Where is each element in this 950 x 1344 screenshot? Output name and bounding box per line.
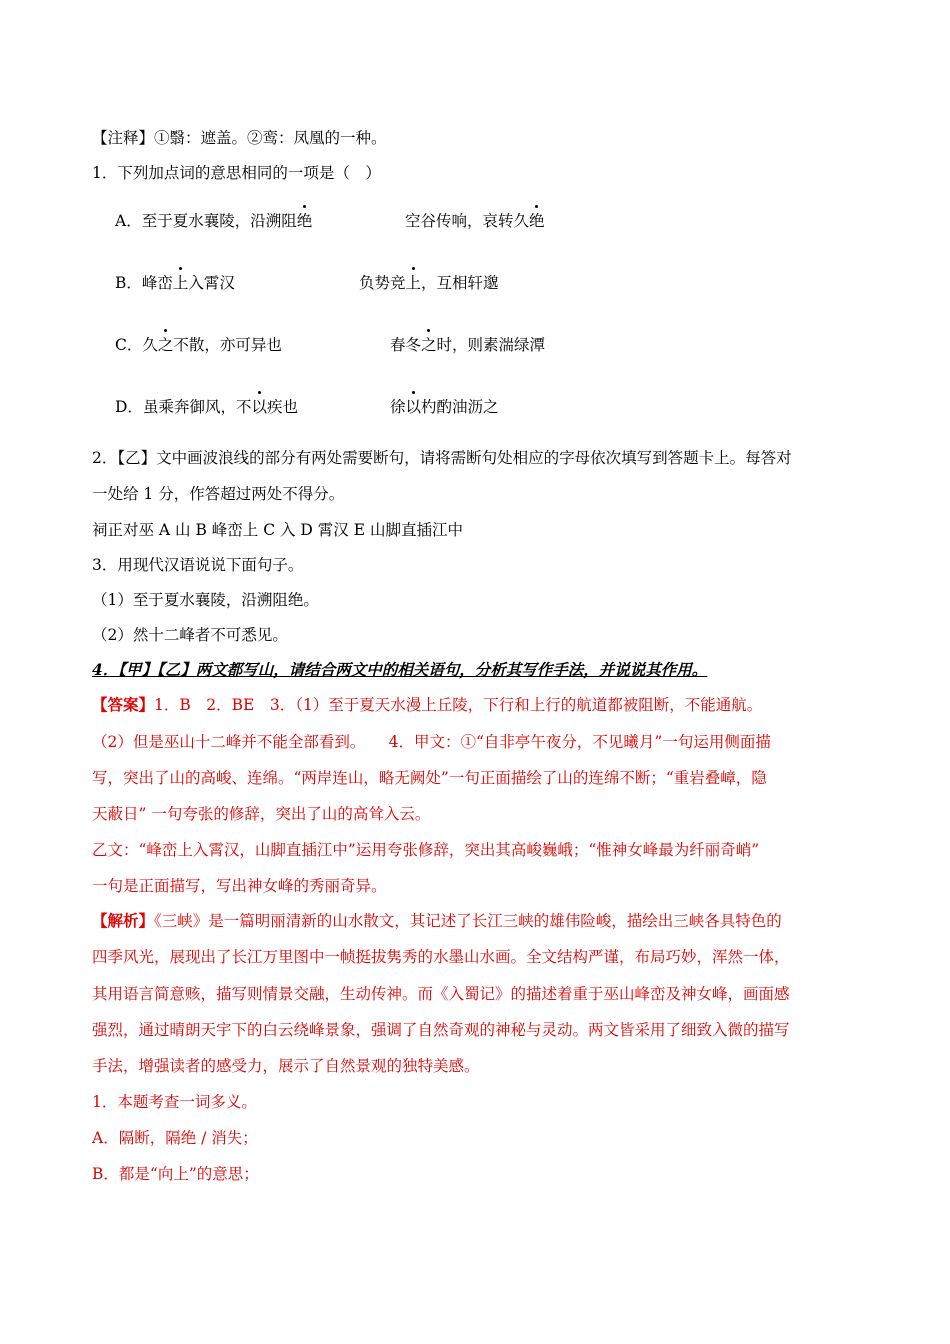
option-text: 至于夏水襄陵，沿溯阻 <box>141 212 297 230</box>
answer-line-3: 写，突出了山的高峻、连绵。“两岸连山，略无阙处”一句正面描绘了山的连绵不断；“重岩叠嶂，隐 <box>92 769 767 787</box>
option-c-left <box>115 335 282 355</box>
analysis-line-3: 其用语言简意赅，描写则情景交融，生动传神。而《入蜀记》的描述着重于巫山峰峦及神女峰，画面感 <box>92 985 790 1003</box>
question-3-stem: 3．用现代汉语说说下面句子。 <box>92 556 304 574</box>
option-text: 虽乘奔御风，不 <box>142 398 252 416</box>
option-text: 杓酌油沥之 <box>421 398 499 416</box>
analysis-line-4: 强烈，通过晴朗天宇下的白云绕峰景象，强调了自然奇观的神秘与灵动。两文皆采用了细致入微的描写 <box>92 1021 790 1039</box>
analysis-line-2: 四季风光，展现出了长江万里图中一帧挺拔隽秀的水墨山水画。全文结构严谨，布局巧妙，浑然一体， <box>92 948 790 966</box>
option-label: C． <box>115 336 143 354</box>
answer-tag: 【答案】 <box>92 695 155 714</box>
option-label: A． <box>115 212 142 230</box>
option-text: 不散，亦可异也 <box>173 336 282 354</box>
option-text: ，互相轩邈 <box>421 274 499 292</box>
option-text: 入霄汉 <box>188 274 235 292</box>
option-text: 时，则素湍绿潭 <box>436 336 546 354</box>
answer-line-4: 天蔽日” 一句夸张的修辞，突出了山的高耸入云。 <box>92 805 431 823</box>
analysis-line-5: 手法，增强读者的感受力，展示了自然景观的独特美感。 <box>92 1057 480 1075</box>
option-label: B． <box>115 274 142 292</box>
option-a-right <box>405 211 545 231</box>
option-a-left <box>115 211 312 231</box>
analysis-tag: 【解析】 <box>92 911 155 930</box>
question-3-sentence-1: （1）至于夏水襄陵，沿溯阻绝。 <box>92 591 319 609</box>
answer-line-2: （2）但是巫山十二峰并不能全部看到。 4．甲文：①“自非亭午夜分，不见曦月”一句运用侧面描 <box>92 733 771 751</box>
option-text: 久 <box>142 336 158 354</box>
dotted-word: 上 <box>172 274 189 292</box>
answer-line-5: 乙文：“峰峦上入霄汉，山脚直插江中”运用夸张修辞，突出其高峻巍峨；“惟神女峰最为纤丽奇峭” <box>92 841 760 859</box>
question-3-sentence-2: （2）然十二峰者不可悉见。 <box>92 626 288 644</box>
question-1-stem: 1．下列加点词的意思相同的一项是（ ） <box>92 164 381 182</box>
option-text: 春冬 <box>390 336 422 354</box>
note-line: 【注释】①翳：遮盖。②鸾：凤凰的一种。 <box>92 129 387 147</box>
option-d-right <box>390 397 499 417</box>
answer-text: 1．B 2．BE 3．（1）至于夏天水漫上丘陵，下行和上行的航道都被阻断，不能通航。 <box>154 696 763 714</box>
analysis-line-6: 1．本题考查一词多义。 <box>92 1093 257 1111</box>
option-b-right <box>359 273 499 293</box>
analysis-line-1 <box>92 911 782 931</box>
dotted-word: 之 <box>421 336 437 354</box>
analysis-line-7: A．隔断，隔绝 / 消失； <box>92 1129 258 1147</box>
question-2-line-2: 一处给 1 分，作答超过两处不得分。 <box>92 485 345 503</box>
dotted-word: 以 <box>251 398 267 416</box>
dotted-word: 绝 <box>296 212 313 230</box>
option-label: D． <box>115 398 143 416</box>
option-text: 峰峦 <box>141 274 173 292</box>
question-4: 4．【甲】【乙】两文都写山，请结合两文中的相关语句，分析其写作手法，并说说其作用。 <box>92 660 708 679</box>
answer-line-6: 一句是正面描写，写出神女峰的秀丽奇异。 <box>92 877 387 895</box>
option-text: 空谷传响，哀转久 <box>405 212 530 230</box>
dotted-word: 上 <box>405 274 422 292</box>
option-b-left <box>115 273 235 293</box>
dotted-word: 以 <box>405 398 422 416</box>
option-c-right <box>390 335 545 355</box>
option-d-left <box>115 397 298 417</box>
question-2-line-1: 2．【乙】文中画波浪线的部分有两处需要断句，请将需断句处相应的字母依次填写到答题卡上。每答对 <box>92 449 792 467</box>
dotted-word: 之 <box>157 336 174 354</box>
analysis-text: 《三峡》是一篇明丽清新的山水散文，其记述了长江三峡的雄伟险峻，描绘出三峡各具特色的 <box>154 912 782 930</box>
option-text: 徐 <box>390 398 406 416</box>
option-text: 疾也 <box>266 398 298 416</box>
dotted-word: 绝 <box>529 212 545 230</box>
question-2-line-3: 祠正对巫 A 山 B 峰峦上 C 入 D 霄汉 E 山脚直插江中 <box>92 521 463 539</box>
answer-line-1 <box>92 695 762 715</box>
analysis-line-8: B．都是“向上”的意思； <box>92 1165 259 1183</box>
option-text: 负势竞 <box>359 274 406 292</box>
